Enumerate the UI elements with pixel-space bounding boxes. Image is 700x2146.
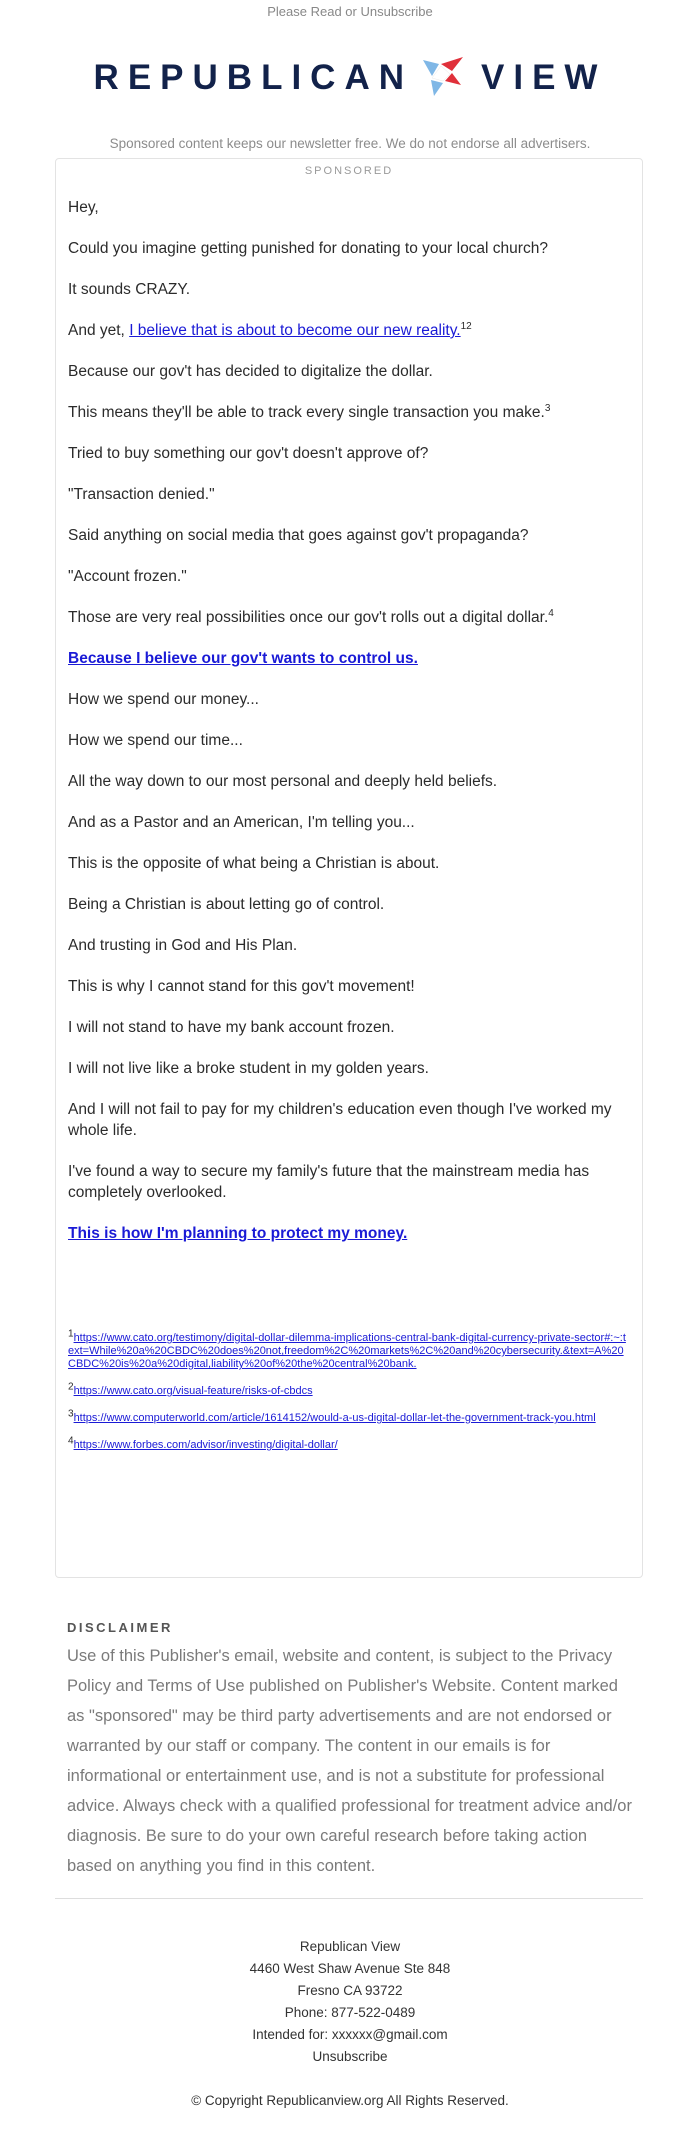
footnote <box>68 1381 630 1398</box>
paragraph: This is the opposite of what being a Christian is about. <box>68 855 440 872</box>
paragraph: Being a Christian is about letting go of control. <box>68 896 385 913</box>
sponsored-label: SPONSORED <box>304 165 394 177</box>
paragraph: All the way down to our most personal and deeply held beliefs. <box>68 773 498 790</box>
paragraph: It sounds CRAZY. <box>68 281 191 298</box>
footnote-number: 3 <box>68 1408 74 1420</box>
paragraph: "Transaction denied." <box>68 486 215 503</box>
sponsored-card <box>55 158 643 1578</box>
protect-money-link[interactable]: This is how I'm planning to protect my money. <box>68 1225 408 1242</box>
footnote-ref: 12 <box>460 320 472 332</box>
footnote <box>68 1435 630 1452</box>
paragraph: Tried to buy something our gov't doesn't approve of? <box>68 445 429 462</box>
footer-company: Republican View <box>299 1939 401 1954</box>
footnote-number: 2 <box>68 1381 74 1393</box>
footnote-link[interactable]: https://www.computerworld.com/article/1614152/would-a-us-digital-dollar-let-the-government-track-you.html <box>73 1412 596 1424</box>
footnotes <box>56 1328 642 1452</box>
paragraph: Because our gov't has decided to digitalize the dollar. <box>68 363 433 380</box>
disclaimer-title: DISCLAIMER <box>67 1620 173 1635</box>
paragraph: How we spend our time... <box>68 732 243 749</box>
paragraph-text: Those are very real possibilities once our gov't rolls out a digital dollar. <box>68 609 549 626</box>
footnote-number: 1 <box>68 1328 74 1340</box>
footer-city: Fresno CA 93722 <box>297 1983 403 1998</box>
logo <box>0 30 700 126</box>
paragraph: And as a Pastor and an American, I'm telling you... <box>68 814 415 831</box>
disclaimer-body: Use of this Publisher's email, website and content, is subject to the Privacy Policy and Terms of Use published on Publisher's Website. Content marked as "sponsored" may be third party advertisements and are not endorsed or warranted by our staff or company. The content in our emails is for informational or entertainment use, and is not a substitute for professional advice. Always check with a qualified professional for treatment advice and/or diagnosis. Be sure to do your own careful research before taking action based on anything you find in this content. <box>67 1647 632 1875</box>
top-link[interactable]: Please Read or Unsubscribe <box>267 4 433 19</box>
paragraph <box>68 1223 630 1244</box>
star-logo-icon <box>419 54 467 103</box>
paragraph: "Account frozen." <box>68 568 187 585</box>
divider <box>55 1898 643 1899</box>
paragraph: I've found a way to secure my family's future that the mainstream media has completely overlooked. <box>68 1163 590 1201</box>
footnote-number: 4 <box>68 1435 74 1447</box>
footnote <box>68 1408 630 1425</box>
copyright: © Copyright Republicanview.org All Rights Reserved. <box>191 2093 509 2108</box>
paragraph: Said anything on social media that goes against gov't propaganda? <box>68 527 529 544</box>
unsubscribe-link[interactable]: Unsubscribe <box>312 2049 388 2064</box>
paragraph: And trusting in God and His Plan. <box>68 937 298 954</box>
paragraph <box>68 402 630 423</box>
paragraph-text: This means they'll be able to track every single transaction you make. <box>68 404 545 421</box>
reality-link[interactable]: I believe that is about to become our new reality. <box>129 322 461 339</box>
footer <box>0 1936 700 2112</box>
paragraph <box>68 320 630 341</box>
sponsor-notice: Sponsored content keeps our newsletter free. We do not endorse all advertisers. <box>109 136 591 151</box>
paragraph: How we spend our money... <box>68 691 259 708</box>
control-link[interactable]: Because I believe our gov't wants to control us. <box>68 650 418 667</box>
paragraph-prefix: And yet, <box>68 322 130 339</box>
footer-phone: Phone: 877-522-0489 <box>284 2005 416 2020</box>
logo-word-right: VIEW <box>481 58 607 97</box>
footnote <box>68 1328 630 1371</box>
paragraph <box>68 648 630 669</box>
paragraph <box>68 607 630 628</box>
paragraph: Hey, <box>68 199 99 216</box>
message-body <box>56 177 642 1244</box>
footnote-ref: 3 <box>544 402 551 414</box>
footer-intended: Intended for: xxxxxx@gmail.com <box>252 2027 448 2042</box>
paragraph: Could you imagine getting punished for donating to your local church? <box>68 240 548 257</box>
paragraph: I will not live like a broke student in my golden years. <box>68 1060 429 1077</box>
footer-address: 4460 West Shaw Avenue Ste 848 <box>249 1961 451 1976</box>
disclaimer <box>67 1620 633 1881</box>
paragraph: This is why I cannot stand for this gov't movement! <box>68 978 415 995</box>
paragraph: I will not stand to have my bank account frozen. <box>68 1019 395 1036</box>
footnote-link[interactable]: https://www.cato.org/visual-feature/risks-of-cbdcs <box>73 1385 313 1397</box>
footnote-link[interactable]: https://www.cato.org/testimony/digital-dollar-dilemma-implications-central-bank-digital-currency-private-sector#:~:text=While%20a%20CBDC%20does%20not,freedom%2C%20markets%2C%20and%20cybersecurity.&text=A%20CBDC%20is%20a%20digital,liability%20of%20the%20central%20bank. <box>68 1332 626 1370</box>
paragraph: And I will not fail to pay for my children's education even though I've worked my whole life. <box>68 1101 612 1139</box>
footnote-link[interactable]: https://www.forbes.com/advisor/investing/digital-dollar/ <box>73 1439 338 1451</box>
logo-word-left: REPUBLICAN <box>93 58 413 97</box>
footnote-ref: 4 <box>548 607 554 619</box>
